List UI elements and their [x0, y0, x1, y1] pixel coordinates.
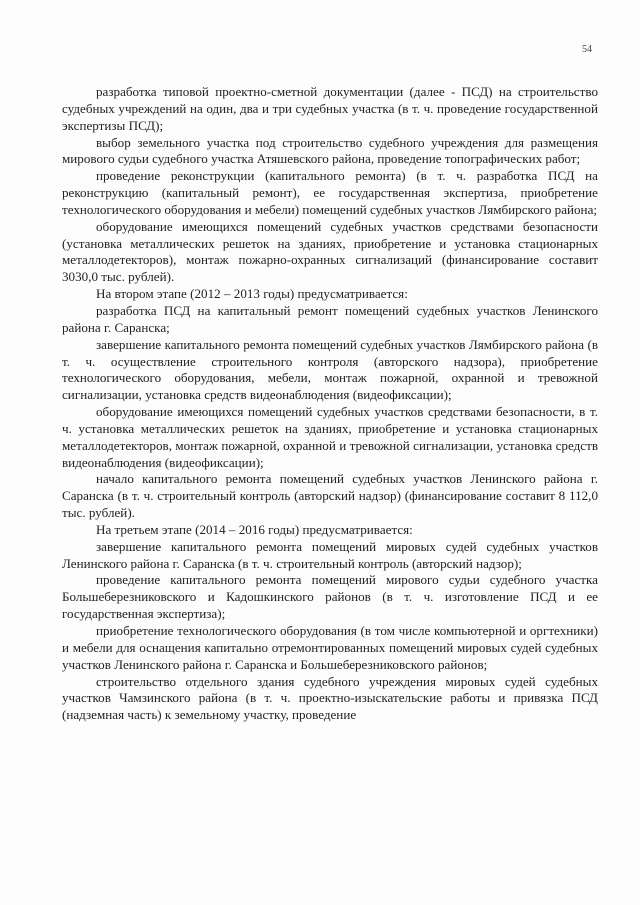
paragraph: разработка типовой проектно-сметной документации (далее - ПСД) на строительство судебных учреждений на один, два и три судебных участка (в т. ч. проведение государственной экспертизы ПСД);: [62, 84, 598, 133]
paragraph: проведение капитального ремонта помещений мирового судьи судебного участка Большеберезниковского и Кадошкинского районов (в т. ч. изготовление ПСД и ее государственная экспертиза);: [62, 572, 598, 622]
stage-heading: На втором этапе (2012 – 2013 годы) предусматривается:: [96, 286, 408, 302]
page-number: 54: [582, 44, 592, 55]
paragraph: завершение капитального ремонта помещений судебных участков Лямбирского района (в т. ч. осуществление строительного контроля (авторского надзора), приобретение технологического оборудования, мебели, монтаж пожарной, охранной и тревожной сигнализации, установка средств видеонаблюдения (видеофиксации);: [62, 336, 598, 403]
paragraph: оборудование имеющихся помещений судебных участков средствами безопасности, в т. ч. установка металлических решеток на зданиях, приобретение и установка стационарных металлодетекторов, монтаж пожарной, охранной и тревожной сигнализации, установка средств видеонаблюдения (видеофиксации);: [62, 404, 598, 470]
stage-heading: На третьем этапе (2014 – 2016 годы) предусматривается:: [96, 521, 413, 537]
paragraph: начало капитального ремонта помещений судебных участков Ленинского района г. Саранска (в т. ч. строительный контроль (авторский надзор) (финансирование составит 8 112,0 тыс. рублей).: [62, 471, 598, 521]
paragraph: оборудование имеющихся помещений судебных участков средствами безопасности (установка металлических решеток на зданиях, приобретение и установка стационарных металлодетекторов), монтаж пожарно-охранных сигнализаций (финансирование составит 3030,0 тыс. рублей).: [62, 218, 598, 285]
paragraph: завершение капитального ремонта помещений мировых судей судебных участков Ленинского района г. Саранска (в т. ч. строительный контроль (авторский надзор);: [62, 538, 598, 571]
paragraph: проведение реконструкции (капитального ремонта) (в т. ч. разработка ПСД на реконструкцию (капитальный ремонт), ее государственная экспертиза, приобретение технологического оборудования и мебели) помещений судебных участков Лямбирского района;: [62, 168, 598, 217]
paragraph: выбор земельного участка под строительство судебного учреждения для размещения мирового судьи судебного участка Атяшевского района, проведение топографических работ;: [62, 134, 598, 167]
document-body: [62, 84, 598, 724]
paragraph: приобретение технологического оборудования (в том числе компьютерной и оргтехники) и мебели для оснащения капитально отремонтированных помещений мировых судей судебных участков Ленинского района г. Саранска и Большеберезниковского районов;: [62, 623, 598, 672]
paragraph: строительство отдельного здания судебного учреждения мировых судей судебных участков Чамзинского района (в т. ч. проектно-изыскательские работы и привязка ПСД (надземная часть) к земельному участку, проведение: [62, 673, 598, 723]
paragraph: разработка ПСД на капитальный ремонт помещений судебных участков Ленинского района г. Саранска;: [62, 302, 598, 335]
